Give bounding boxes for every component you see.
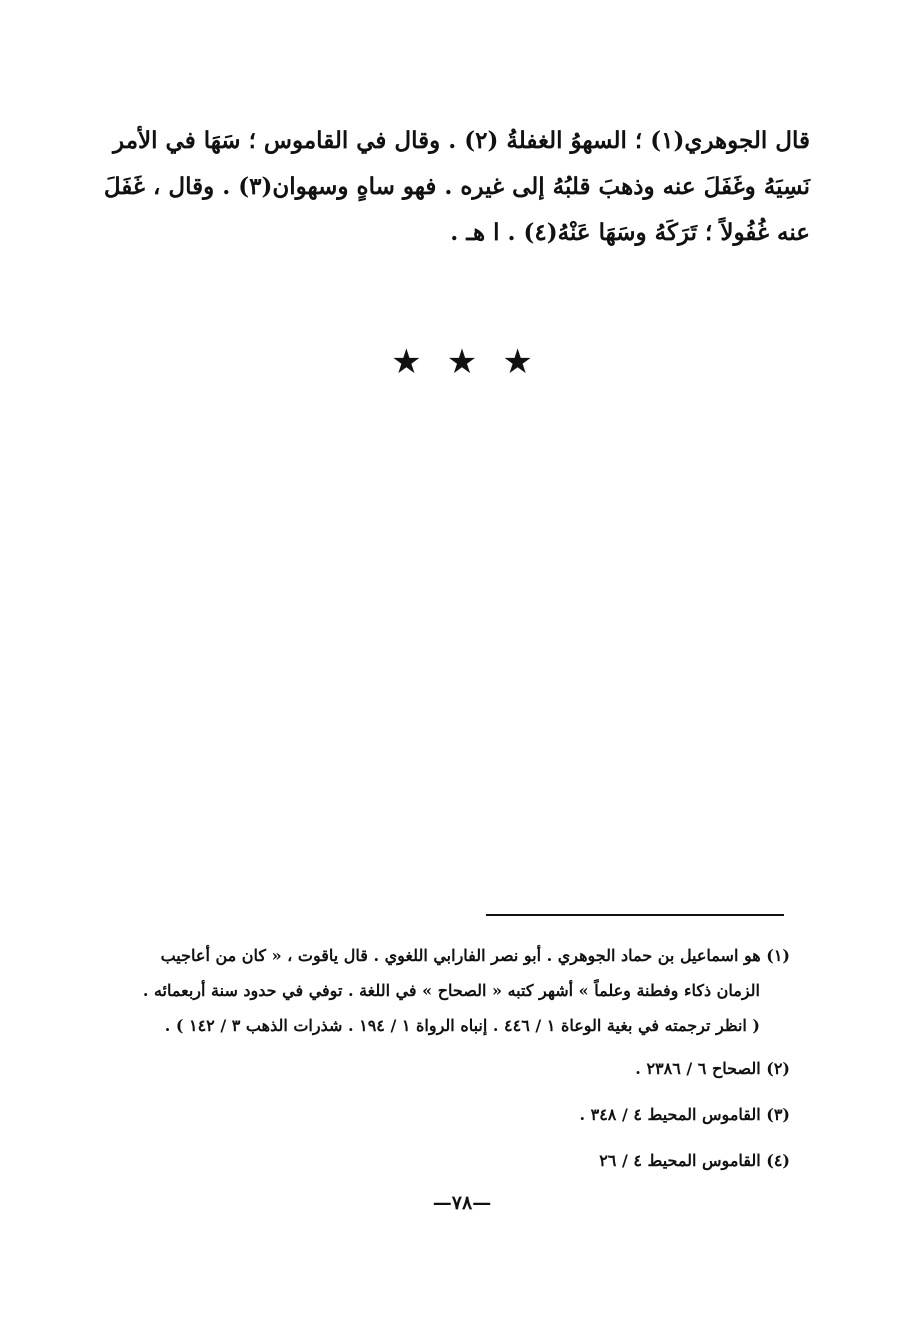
footnote-1: [100, 938, 790, 1043]
section-separator: [0, 342, 924, 382]
star-icon: ★: [502, 342, 533, 382]
footnotes: [100, 938, 790, 1181]
footnote-1-line-1: (١) هو اسماعيل بن حماد الجوهري . أبو نصر الفارابي اللغوي . قال ياقوت ، « كان من أعاجيب: [160, 946, 790, 965]
main-text-line-2: نَسِيَهُ وغَفَلَ عنه وذهبَ قلبُهُ إلى غيره . فهو ساهٍ وسهوان(٣) . وقال ، غَفَلَ: [103, 173, 810, 200]
footnote-1-line-3: ( انظر ترجمته في بغية الوعاة ١ / ٤٤٦ . إنباه الرواة ١ / ١٩٤ . شذرات الذهب ٣ / ١٤٢ ) .: [164, 1016, 760, 1035]
star-icon: ★: [391, 342, 422, 382]
footnote-2: (٢) الصحاح ٦ / ٢٣٨٦ .: [635, 1059, 790, 1078]
footnote-3: (٣) القاموس المحيط ٤ / ٣٤٨ .: [579, 1105, 790, 1124]
footnote-4: (٤) القاموس المحيط ٤ / ٢٦: [599, 1151, 790, 1170]
main-text-line-1: قال الجوهري(١) ؛ السهوُ الغفلةُ (٢) . وقال في القاموس ؛ سَهَا في الأمر: [113, 127, 810, 154]
footnote-1-line-2: الزمان ذكاء وفطنة وعلماً » أشهر كتبه « الصحاح » في اللغة . توفي في حدود سنة أربعمائه .: [142, 981, 760, 1000]
main-paragraph: [100, 118, 810, 256]
star-icon: ★: [446, 342, 478, 382]
page-number: —٧٨—: [432, 1192, 492, 1214]
main-text-line-3: عنه غُفُولاً ؛ تَرَكَهُ وسَهَا عَنْهُ(٤) . ا هـ .: [450, 219, 810, 246]
footnote-divider: [486, 914, 784, 916]
